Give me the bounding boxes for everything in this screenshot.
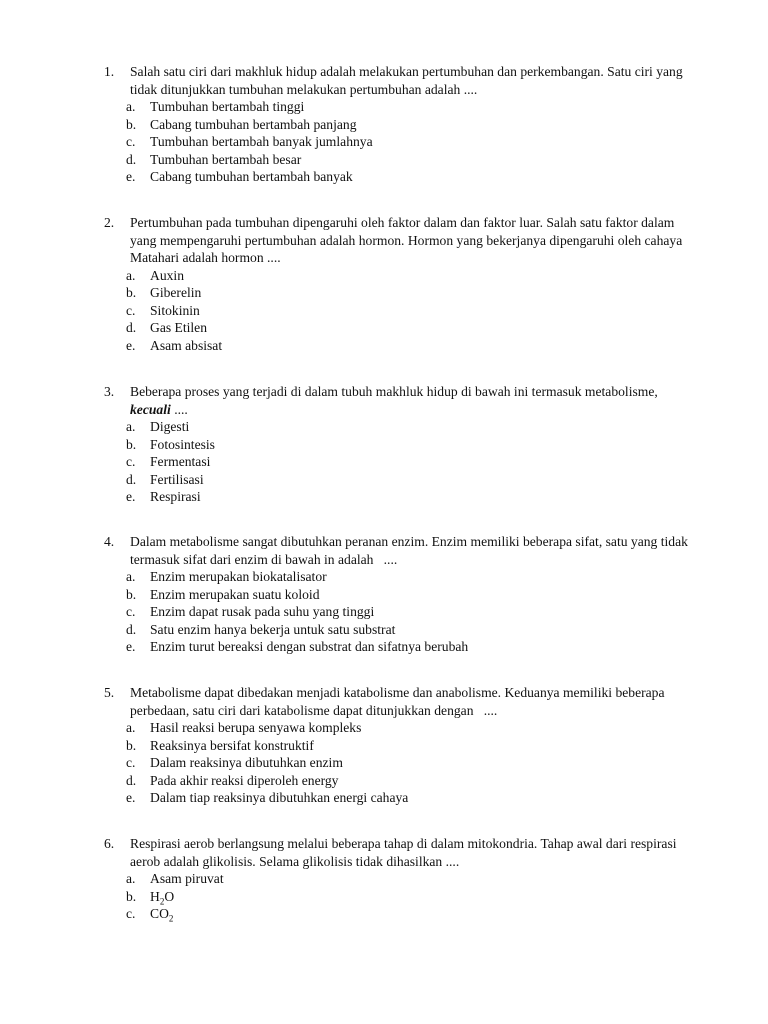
question-text-main: Beberapa proses yang terjadi di dalam tubuh makhluk hidup di bawah ini termasuk metabolisme, xyxy=(130,384,658,399)
option-a xyxy=(126,568,704,586)
option-c xyxy=(126,754,704,772)
option-text: Sitokinin xyxy=(150,302,200,318)
option-text: Enzim turut bereaksi dengan substrat dan sifatnya berubah xyxy=(150,639,469,654)
option-letter: d. xyxy=(126,772,137,788)
option-text: Asam piruvat xyxy=(150,871,224,886)
option-a xyxy=(126,98,704,116)
option-text: Dalam reaksinya dibutuhkan enzim xyxy=(150,755,343,770)
option-text: Tumbuhan bertambah tinggi xyxy=(150,99,305,114)
formula-subscript: 2 xyxy=(168,913,174,924)
option-b xyxy=(126,116,704,134)
option-b xyxy=(126,737,704,755)
option-b xyxy=(126,284,704,302)
option-letter: d. xyxy=(126,320,137,335)
option-text: Pada akhir reaksi diperoleh energy xyxy=(150,772,339,788)
question-3 xyxy=(104,383,704,506)
option-d xyxy=(126,621,704,639)
option-text: Respirasi xyxy=(150,489,201,504)
option-letter: b. xyxy=(126,586,137,602)
question-6 xyxy=(104,835,704,923)
option-text: Fotosintesis xyxy=(150,436,215,452)
question-number: 5. xyxy=(104,685,115,700)
option-letter: c. xyxy=(126,302,136,318)
option-c xyxy=(126,603,704,621)
question-text-end: .... xyxy=(174,401,188,417)
option-letter: e. xyxy=(126,639,136,654)
option-list xyxy=(104,568,704,656)
emphasis-word: kecuali xyxy=(130,401,171,417)
option-c xyxy=(126,453,704,471)
question-number: 4. xyxy=(104,534,115,549)
formula-rest: O xyxy=(164,888,175,904)
question-text xyxy=(130,383,704,418)
option-b xyxy=(126,888,704,906)
option-text: Cabang tumbuhan bertambah panjang xyxy=(150,116,357,132)
question-number: 2. xyxy=(104,215,115,230)
option-e xyxy=(126,168,704,186)
option-text: Asam absisat xyxy=(150,337,223,353)
option-letter: d. xyxy=(126,471,137,487)
option-letter: d. xyxy=(126,151,137,167)
option-d xyxy=(126,319,704,337)
question-1 xyxy=(104,63,704,186)
question-number: 3. xyxy=(104,384,115,399)
option-a xyxy=(126,267,704,285)
option-e xyxy=(126,488,704,506)
option-letter: b. xyxy=(126,436,137,452)
option-letter: c. xyxy=(126,604,136,619)
option-d xyxy=(126,471,704,489)
option-letter: c. xyxy=(126,906,136,921)
option-text: Digesti xyxy=(150,419,190,434)
option-list xyxy=(104,267,704,355)
option-text xyxy=(150,906,174,924)
option-text: Hasil reaksi berupa senyawa kompleks xyxy=(150,720,362,735)
option-letter: e. xyxy=(126,169,136,184)
option-d xyxy=(126,772,704,790)
option-letter: a. xyxy=(126,99,136,114)
option-letter: c. xyxy=(126,454,136,469)
option-c xyxy=(126,302,704,320)
option-text: Fertilisasi xyxy=(150,471,204,487)
option-text: Enzim dapat rusak pada suhu yang tinggi xyxy=(150,604,375,619)
option-e xyxy=(126,789,704,807)
question-stem xyxy=(104,835,704,870)
formula-main: CO xyxy=(150,906,169,921)
option-letter: b. xyxy=(126,116,137,132)
option-text: Enzim merupakan biokatalisator xyxy=(150,569,327,584)
option-letter: d. xyxy=(126,621,137,637)
option-letter: a. xyxy=(126,267,136,283)
option-letter: a. xyxy=(126,871,136,886)
option-text: Satu enzim hanya bekerja untuk satu substrat xyxy=(150,621,396,637)
option-list xyxy=(104,418,704,506)
question-text: Pertumbuhan pada tumbuhan dipengaruhi oleh faktor dalam dan faktor luar. Salah satu faktor dalam yang mempengaruhi pertumbuhan adalah hormon. Hormon yang bekerjanya dipengaruhi oleh cahaya Matahari adalah hormon .... xyxy=(130,215,683,265)
option-text: Auxin xyxy=(150,267,184,283)
question-number: 1. xyxy=(104,64,115,79)
option-text: Tumbuhan bertambah besar xyxy=(150,151,302,167)
option-letter: e. xyxy=(126,337,136,353)
option-text: Enzim merupakan suatu koloid xyxy=(150,586,320,602)
option-a xyxy=(126,719,704,737)
option-text: Fermentasi xyxy=(150,454,211,469)
option-text: Giberelin xyxy=(150,285,202,300)
option-e xyxy=(126,638,704,656)
option-letter: b. xyxy=(126,737,137,753)
question-2 xyxy=(104,214,704,354)
option-c xyxy=(126,905,704,923)
question-text: Respirasi aerob berlangsung melalui beberapa tahap di dalam mitokondria. Tahap awal dari respirasi aerob adalah glikolisis. Selama glikolisis tidak dihasilkan .... xyxy=(130,836,677,869)
question-4 xyxy=(104,533,704,656)
question-text: Dalam metabolisme sangat dibutuhkan peranan enzim. Enzim memiliki beberapa sifat, satu yang tidak termasuk sifat dari enzim di bawah in adalah .... xyxy=(130,534,692,567)
option-letter: a. xyxy=(126,419,136,434)
option-text xyxy=(150,888,175,907)
option-c xyxy=(126,133,704,151)
question-stem xyxy=(104,214,704,267)
option-text: Cabang tumbuhan bertambah banyak xyxy=(150,169,353,184)
option-e xyxy=(126,337,704,355)
option-text: Tumbuhan bertambah banyak jumlahnya xyxy=(150,134,373,149)
option-list xyxy=(104,719,704,807)
option-letter: c. xyxy=(126,134,136,149)
option-b xyxy=(126,436,704,454)
option-b xyxy=(126,586,704,604)
formula-subscript: 2 xyxy=(159,896,165,907)
option-text: Dalam tiap reaksinya dibutuhkan energi cahaya xyxy=(150,790,409,805)
option-letter: b. xyxy=(126,285,137,300)
question-5 xyxy=(104,684,704,807)
option-letter: e. xyxy=(126,790,136,805)
option-d xyxy=(126,151,704,169)
question-stem xyxy=(104,684,704,719)
option-list xyxy=(104,870,704,923)
question-text: Salah satu ciri dari makhluk hidup adalah melakukan pertumbuhan dan perkembangan. Satu ciri yang tidak ditunjukkan tumbuhan melakukan pertumbuhan adalah .... xyxy=(130,64,683,97)
option-a xyxy=(126,418,704,436)
question-text: Metabolisme dapat dibedakan menjadi katabolisme dan anabolisme. Keduanya memiliki beberapa perbedaan, satu ciri dari katabolisme dapat ditunjukkan dengan .... xyxy=(130,685,668,718)
option-letter: a. xyxy=(126,569,136,584)
option-letter: b. xyxy=(126,888,137,904)
formula-main: H xyxy=(150,888,160,904)
option-letter: a. xyxy=(126,720,136,735)
question-stem xyxy=(104,533,704,568)
question-stem xyxy=(104,63,704,98)
option-list xyxy=(104,98,704,186)
option-letter: e. xyxy=(126,489,136,504)
question-stem xyxy=(104,383,704,418)
option-text: Gas Etilen xyxy=(150,320,208,335)
option-a xyxy=(126,870,704,888)
option-letter: c. xyxy=(126,755,136,770)
question-number: 6. xyxy=(104,836,115,851)
option-text: Reaksinya bersifat konstruktif xyxy=(150,737,314,753)
